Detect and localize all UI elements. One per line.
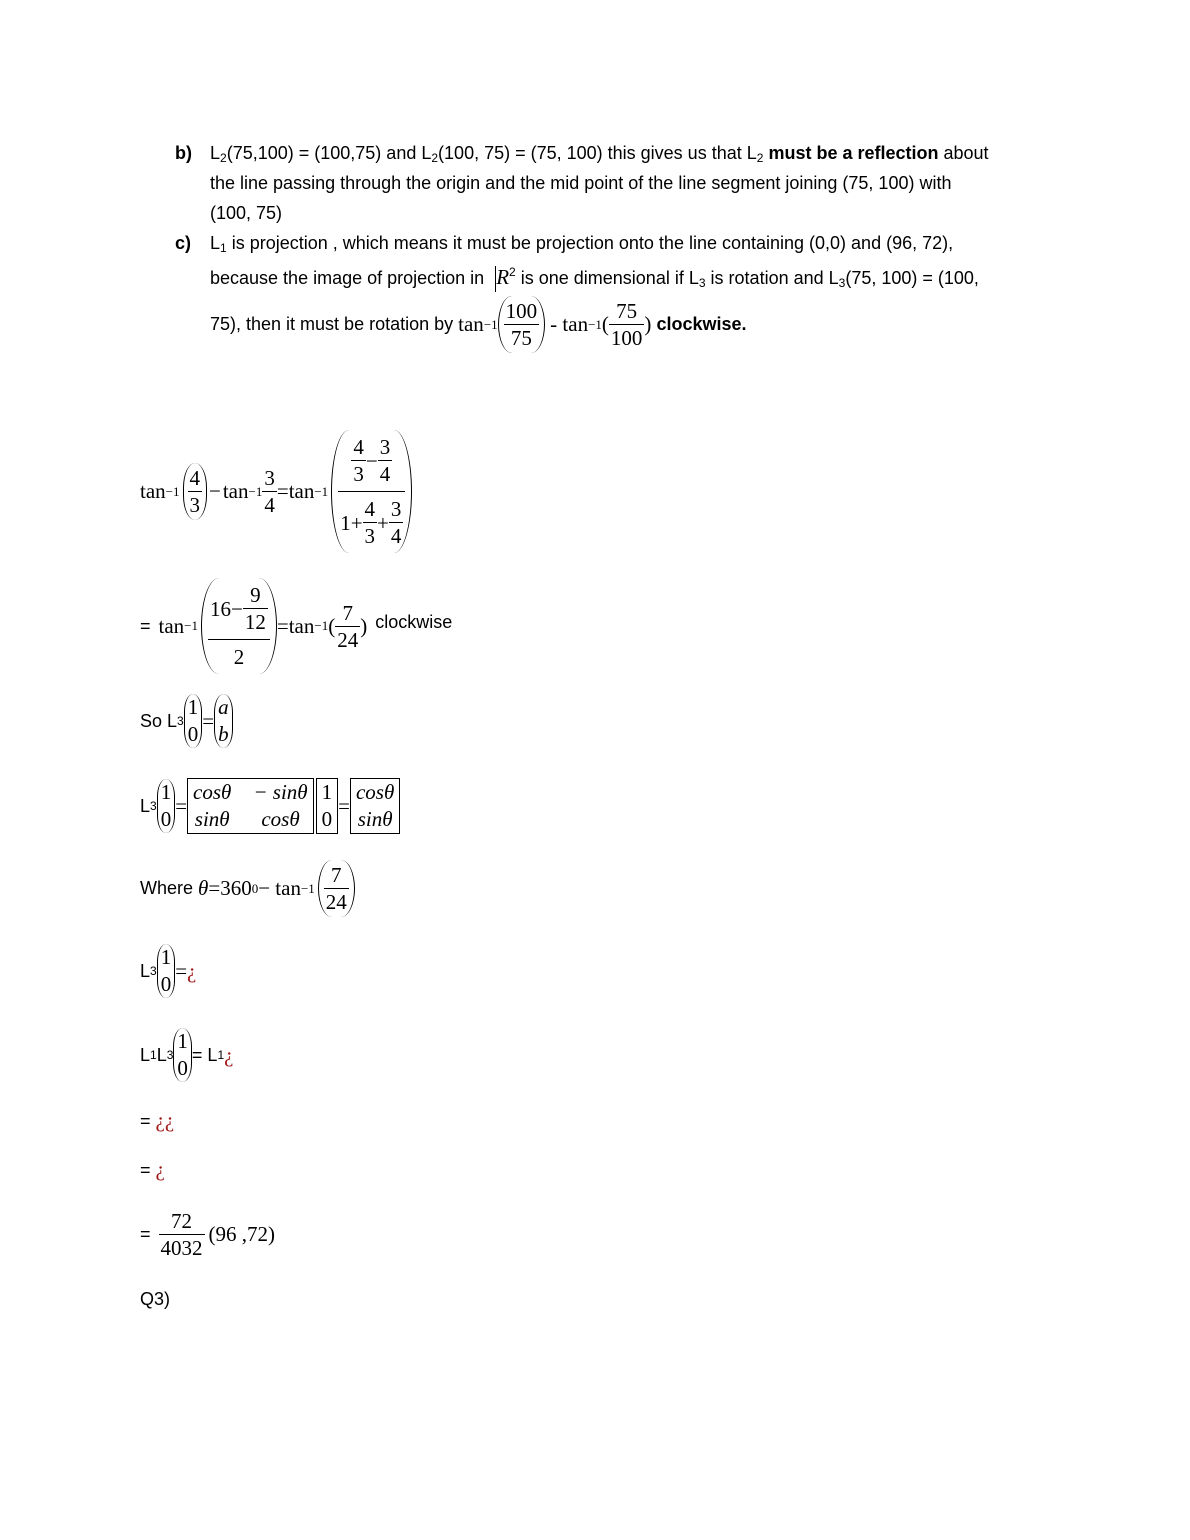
equation-7: L 1 L 3 1 0 = L 1 ¿ (140, 1029, 234, 1080)
part-c-line-3: 75), then it must be rotation by tan −1 $\frac{100}{75}$ - tan −1 ( 75 100 ) clockwise. (210, 296, 747, 353)
equation-2: = tan −1 16− 9 12 2 = tan −1 ( 7 24 ) clockwise (140, 578, 452, 674)
part-b-line-2: the line passing through the origin and the mid point of the line segment joining (75, 100) with (210, 173, 952, 193)
part-b-line-1: $L_2(75,100) = (100,75)$ and $L_2(100$, 75) = (75, 100) this gives us that $L_2$ must be a reflection about (210, 143, 989, 165)
part-b-label: b) (175, 143, 192, 163)
equation-9: = ¿ (140, 1157, 165, 1181)
question-3-heading: Q3) (140, 1289, 171, 1309)
equation-8: = ¿¿ (140, 1108, 175, 1132)
part-c-line-1: $L_1$ is projection , which means it must be projection onto the line containing (0,0) and (96, 72), (210, 233, 954, 255)
equation-3: So L 3 1 0 = a b (140, 694, 233, 748)
part-b-line-3: (100, 75) (210, 203, 283, 223)
part-c-label: c) (175, 233, 192, 253)
equation-1: tan −1 $\frac{4}{3}$ − tan −1 3 4 = tan −1 4 3 − 3 4 1+ 4 3 + 3 4 (140, 430, 412, 553)
equation-6: L 3 1 0 = ¿ (140, 945, 197, 996)
part-c-line-2: because the image of projection in $R^2$ is one dimensional if $L_3$ is rotation and $L_3(75$, 100) = (100, (210, 262, 979, 293)
part-b-text (210, 138, 1060, 228)
equation-10: = 72 4032 ( 96 ,72 ) (140, 1209, 276, 1260)
equation-4: L 3 1 0 = cosθ − sinθ sinθ cosθ 1 0 = cosθ sinθ (140, 778, 400, 834)
equation-5: Where θ =360 0 − tan −1 $\frac{7}{24}$ (140, 860, 355, 917)
